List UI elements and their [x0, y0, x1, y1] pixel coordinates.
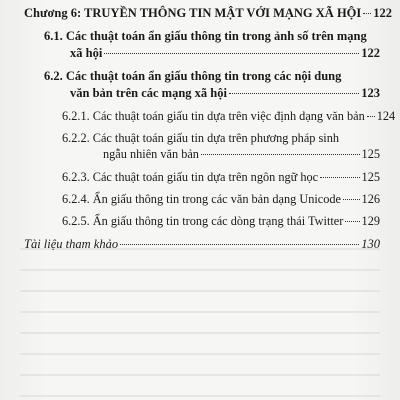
dot-leader [345, 221, 359, 222]
toc-chapter-6-page: 122 [373, 6, 393, 20]
toc-6-2-1 [62, 109, 396, 124]
toc-6-1 [70, 46, 380, 61]
toc-6-1-line1: 6.1. Các thuật toán ẩn giấu thông tin trong ảnh số trên mạng [44, 29, 367, 43]
toc-6-2-page: 123 [361, 86, 380, 100]
toc-6-2-1-title: 6.2.1. Các thuật toán giấu tin dựa trên việc định dạng văn bản [62, 109, 365, 123]
toc-6-2-4-title: 6.2.4. Ẩn giấu thông tin trong các văn bản dạng Unicode [62, 192, 342, 206]
toc-6-2-3-title: 6.2.3. Các thuật toán giấu tin dựa trên ngôn ngữ học [62, 170, 319, 184]
toc-6-2-2 [103, 147, 380, 162]
toc-6-2-line1: 6.2. Các thuật toán ẩn giấu thông tin trong các nội dung [44, 69, 342, 83]
dot-leader [201, 154, 360, 155]
toc-chapter-6-title: Chương 6: TRUYỀN THÔNG TIN MẬT VỚI MẠNG XÃ HỘI [24, 6, 362, 20]
dot-leader [363, 13, 371, 14]
toc-chapter-6 [24, 6, 393, 21]
toc-references-title: Tài liệu tham khảo [24, 237, 119, 251]
show-through-texture [20, 248, 380, 398]
dot-leader [120, 244, 359, 245]
toc-6-2-4-page: 126 [361, 192, 380, 206]
toc-6-2-2-line1: 6.2.2. Các thuật toán giấu tin dựa trên phương pháp sinh [62, 131, 339, 145]
toc-6-2-1-page: 124 [376, 109, 396, 123]
toc-6-2-3-page: 125 [361, 170, 380, 184]
toc-references-page: 130 [361, 237, 380, 251]
toc-6-2-3 [62, 170, 380, 185]
toc-6-2-5-page: 129 [361, 214, 380, 228]
toc-6-2-2-page: 125 [361, 147, 380, 161]
toc-6-2-5-title: 6.2.5. Ẩn giấu thông tin trong các dòng trạng thái Twitter [62, 214, 344, 228]
dot-leader [367, 116, 375, 117]
dot-leader [229, 93, 359, 94]
toc-6-2-4 [62, 192, 380, 207]
toc-6-2-line2: văn bản trên các mạng xã hội [70, 86, 227, 100]
toc-6-2-2-line2: ngẫu nhiên văn bản [103, 147, 199, 161]
dot-leader [320, 177, 359, 178]
toc-6-2-5 [62, 214, 380, 229]
dot-leader [343, 199, 360, 200]
toc-6-1-page: 122 [361, 46, 380, 60]
dot-leader [104, 53, 359, 54]
toc-6-2 [70, 86, 380, 101]
toc-6-1-line2: xã hội [70, 46, 103, 60]
